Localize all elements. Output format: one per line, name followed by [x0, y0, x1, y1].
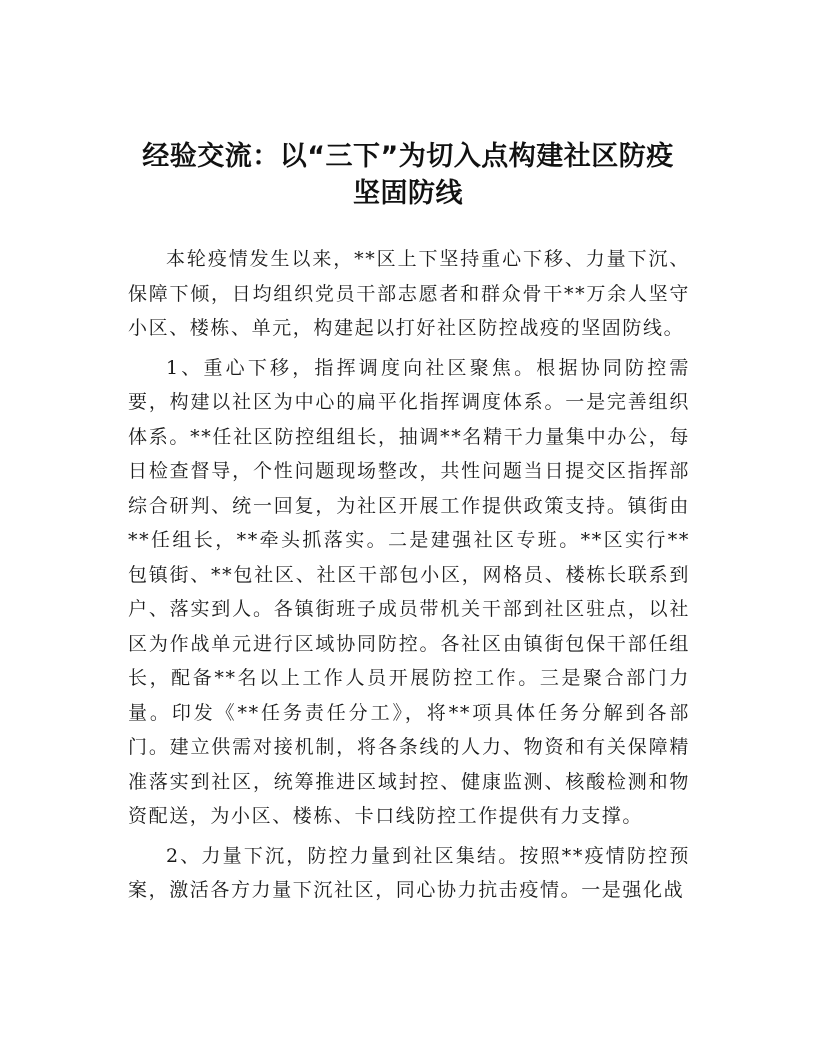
paragraph-section-1: 1、重心下移，指挥调度向社区聚焦。根据协同防控需要，构建以社区为中心的扁平化指挥调度体系。一是完善组织体系。**任社区防控组组长，抽调**名精干力量集中办公，每日检查督导，个性问题现场整改，共性问题当日提交区指挥部综合研判、统一回复，为社区开展工作提供政策支持。镇街由**任组长，**牵头抓落实。二是建强社区专班。**区实行**包镇街、**包社区、社区干部包小区，网格员、楼栋长联系到户、落实到人。各镇街班子成员带机关干部到社区驻点，以社区为作战单元进行区域协同防控。各社区由镇街包保干部任组长，配备**名以上工作人员开展防控工作。三是聚合部门力量。印发《**任务责任分工》，将**项具体任务分解到各部门。建立供需对接机制，将各条线的人力、物资和有关保障精准落实到社区，统筹推进区域封控、健康监测、核酸检测和物资配送，为小区、楼栋、卡口线防控工作提供有力支撑。	[128, 356, 690, 827]
paragraph-section-2: 2、力量下沉，防控力量到社区集结。按照**疫情防控预案，激活各方力量下沉社区，同心协力抗击疫情。一是强化战	[128, 844, 690, 901]
title-line-1: 经验交流：以“三下”为切入点构建社区防疫	[142, 141, 674, 172]
document-body	[128, 242, 690, 913]
title-line-2: 坚固防线	[353, 178, 463, 209]
document-title	[110, 138, 706, 212]
paragraph-intro: 本轮疫情发生以来，**区上下坚持重心下移、力量下沉、保障下倾，日均组织党员干部志愿者和群众骨干**万余人坚守小区、楼栋、单元，构建起以打好社区防控战疫的坚固防线。	[128, 248, 690, 339]
